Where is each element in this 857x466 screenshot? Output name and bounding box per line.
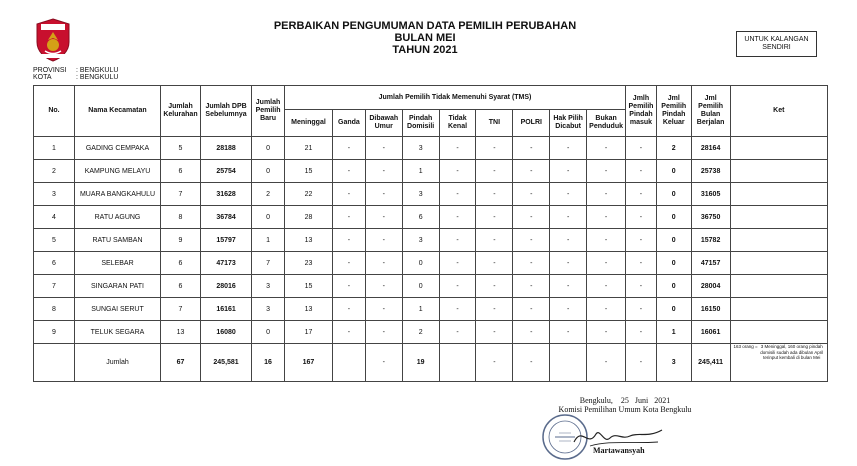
cell-tidak-kenal: - [439, 252, 476, 275]
cell-tidak-kenal: - [439, 298, 476, 321]
cell-ganda: - [333, 206, 366, 229]
cell-pindah-masuk: - [626, 252, 657, 275]
cell-no: 3 [34, 183, 75, 206]
cell-dibawah-umur: - [365, 206, 402, 229]
table-row [34, 321, 828, 344]
cell-kecamatan: KAMPUNG MELAYU [74, 160, 160, 183]
cell-dibawah-umur: - [365, 321, 402, 344]
total-row [34, 344, 828, 382]
cell-meninggal: 28 [284, 206, 332, 229]
total-baru: 16 [252, 344, 285, 382]
col-pindah-keluar: Jml Pemilih Pindah Keluar [656, 86, 691, 137]
cell-ganda: - [333, 298, 366, 321]
cell-ganda: - [333, 183, 366, 206]
table-row [34, 183, 828, 206]
cell-hak-pilih: - [550, 183, 587, 206]
cell-polri: - [513, 275, 550, 298]
col-tms-group: Jumlah Pemilih Tidak Memenuhi Syarat (TMS) [284, 86, 625, 110]
cell-ket [730, 321, 827, 344]
cell-pindah-masuk: - [626, 206, 657, 229]
cell-dpb: 16161 [200, 298, 251, 321]
cell-berjalan: 28164 [691, 137, 730, 160]
total-dpb: 245,581 [200, 344, 251, 382]
cell-meninggal: 15 [284, 275, 332, 298]
kota-label: KOTA [33, 74, 52, 81]
cell-meninggal: 21 [284, 137, 332, 160]
cell-kelurahan: 6 [161, 252, 201, 275]
cell-pindah-domisili: 3 [402, 183, 439, 206]
document-title [250, 20, 600, 56]
cell-hak-pilih: - [550, 229, 587, 252]
cell-no: 5 [34, 229, 75, 252]
cell-pindah-domisili: 1 [402, 160, 439, 183]
cell-tni: - [476, 298, 513, 321]
cell-berjalan: 47157 [691, 252, 730, 275]
cell-hak-pilih: - [550, 298, 587, 321]
note-line-1: UNTUK KALANGAN [744, 36, 809, 43]
cell-pindah-keluar: 1 [656, 321, 691, 344]
total-ket [730, 344, 827, 382]
total-pindah-masuk: - [626, 344, 657, 382]
col-bulan-berjalan: Jml Pemilih Bulan Berjalan [691, 86, 730, 137]
cell-dpb: 25754 [200, 160, 251, 183]
cell-meninggal: 15 [284, 160, 332, 183]
signature-block [540, 396, 710, 414]
cell-pindah-domisili: 2 [402, 321, 439, 344]
cell-polri: - [513, 321, 550, 344]
total-pindah-keluar: 3 [656, 344, 691, 382]
cell-ket [730, 183, 827, 206]
cell-ket [730, 229, 827, 252]
cell-kecamatan: RATU SAMBAN [74, 229, 160, 252]
cell-tni: - [476, 229, 513, 252]
cell-tni: - [476, 183, 513, 206]
cell-no: 2 [34, 160, 75, 183]
provinsi-value: : BENGKULU [76, 67, 119, 74]
col-pindah-masuk: Jmlh Pemilih Pindah masuk [626, 86, 657, 137]
col-pemilih-baru: Jumlah Pemilih Baru [252, 86, 285, 137]
cell-dibawah-umur: - [365, 298, 402, 321]
cell-no: 7 [34, 275, 75, 298]
table-row [34, 160, 828, 183]
internal-use-note [736, 31, 817, 57]
cell-tidak-kenal: - [439, 206, 476, 229]
cell-dpb: 31628 [200, 183, 251, 206]
cell-ganda: - [333, 252, 366, 275]
cell-kecamatan: RATU AGUNG [74, 206, 160, 229]
note-line-2: SENDIRI [762, 44, 791, 51]
cell-kelurahan: 6 [161, 275, 201, 298]
cell-pindah-keluar: 0 [656, 252, 691, 275]
cell-tni: - [476, 206, 513, 229]
cell-bukan-penduduk: - [587, 298, 626, 321]
cell-ganda: - [333, 160, 366, 183]
table-row [34, 275, 828, 298]
cell-hak-pilih: - [550, 160, 587, 183]
ket-count: 163 orang = [733, 344, 758, 349]
cell-polri: - [513, 160, 550, 183]
table-body [34, 137, 828, 382]
cell-tidak-kenal: - [439, 160, 476, 183]
cell-ket [730, 298, 827, 321]
cell-meninggal: 13 [284, 229, 332, 252]
cell-kelurahan: 8 [161, 206, 201, 229]
signing-organization: Komisi Pemilihan Umum Kota Bengkulu [558, 405, 692, 414]
cell-ket [730, 206, 827, 229]
col-tni: TNI [476, 110, 513, 137]
cell-pindah-domisili: 3 [402, 137, 439, 160]
cell-no: 6 [34, 252, 75, 275]
table-row [34, 137, 828, 160]
cell-hak-pilih: - [550, 275, 587, 298]
total-meninggal: 167 [284, 344, 332, 382]
col-kecamatan: Nama Kecamatan [74, 86, 160, 137]
cell-hak-pilih: - [550, 137, 587, 160]
cell-hak-pilih: - [550, 206, 587, 229]
cell-dpb: 28016 [200, 275, 251, 298]
cell-bukan-penduduk: - [587, 206, 626, 229]
total-ganda [333, 344, 366, 382]
cell-pindah-masuk: - [626, 160, 657, 183]
col-pindah-domisili: Pindah Domisili [402, 110, 439, 137]
col-no: No. [34, 86, 75, 137]
cell-pindah-domisili: 0 [402, 275, 439, 298]
cell-no: 1 [34, 137, 75, 160]
cell-pindah-masuk: - [626, 137, 657, 160]
cell-meninggal: 17 [284, 321, 332, 344]
cell-no: 4 [34, 206, 75, 229]
cell-berjalan: 16061 [691, 321, 730, 344]
cell-pindah-keluar: 2 [656, 137, 691, 160]
cell-kecamatan: MUARA BANGKAHULU [74, 183, 160, 206]
ket-explanation: 3 Meninggal, 160 orang pindah domisili sudah ada dibulan April terinput kembali di bulan Mei [760, 344, 824, 360]
cell-polri: - [513, 137, 550, 160]
cell-ket [730, 137, 827, 160]
cell-pindah-keluar: 0 [656, 229, 691, 252]
cell-dibawah-umur: - [365, 183, 402, 206]
table-row [34, 252, 828, 275]
cell-berjalan: 15782 [691, 229, 730, 252]
cell-bukan-penduduk: - [587, 252, 626, 275]
cell-hak-pilih: - [550, 321, 587, 344]
place-date: Bengkulu, 25 Juni 2021 [579, 396, 671, 405]
kpu-logo [35, 18, 71, 62]
cell-berjalan: 28004 [691, 275, 730, 298]
provinsi-row [33, 67, 118, 74]
cell-ganda: - [333, 275, 366, 298]
cell-dibawah-umur: - [365, 252, 402, 275]
cell-polri: - [513, 252, 550, 275]
cell-kelurahan: 5 [161, 137, 201, 160]
cell-baru: 0 [252, 206, 285, 229]
cell-kelurahan: 9 [161, 229, 201, 252]
title-line-1: PERBAIKAN PENGUMUMAN DATA PEMILIH PERUBAHAN [273, 20, 577, 32]
cell-tidak-kenal: - [439, 137, 476, 160]
total-no [34, 344, 75, 382]
cell-dpb: 36784 [200, 206, 251, 229]
cell-pindah-keluar: 0 [656, 183, 691, 206]
cell-polri: - [513, 298, 550, 321]
cell-polri: - [513, 229, 550, 252]
cell-pindah-domisili: 3 [402, 229, 439, 252]
cell-pindah-domisili: 0 [402, 252, 439, 275]
cell-dpb: 15797 [200, 229, 251, 252]
cell-kecamatan: GADING CEMPAKA [74, 137, 160, 160]
cell-pindah-keluar: 0 [656, 160, 691, 183]
total-tidak-kenal [439, 344, 476, 382]
cell-tidak-kenal: - [439, 321, 476, 344]
cell-dibawah-umur: - [365, 229, 402, 252]
total-pindah-domisili: 19 [402, 344, 439, 382]
cell-baru: 3 [252, 275, 285, 298]
cell-dpb: 47173 [200, 252, 251, 275]
cell-pindah-masuk: - [626, 321, 657, 344]
col-tidak-kenal: Tidak Kenal [439, 110, 476, 137]
cell-kecamatan: SELEBAR [74, 252, 160, 275]
cell-ganda: - [333, 321, 366, 344]
cell-kelurahan: 7 [161, 183, 201, 206]
cell-baru: 2 [252, 183, 285, 206]
cell-ket [730, 160, 827, 183]
col-ganda: Ganda [333, 110, 366, 137]
kota-row [33, 74, 118, 81]
cell-tni: - [476, 160, 513, 183]
cell-bukan-penduduk: - [587, 183, 626, 206]
cell-ket [730, 252, 827, 275]
cell-berjalan: 31605 [691, 183, 730, 206]
col-dpb: Jumlah DPB Sebelumnya [200, 86, 251, 137]
table-row [34, 298, 828, 321]
cell-pindah-masuk: - [626, 298, 657, 321]
cell-bukan-penduduk: - [587, 321, 626, 344]
cell-pindah-keluar: 0 [656, 298, 691, 321]
total-kelurahan: 67 [161, 344, 201, 382]
table-row [34, 229, 828, 252]
cell-dibawah-umur: - [365, 275, 402, 298]
cell-baru: 7 [252, 252, 285, 275]
cell-bukan-penduduk: - [587, 229, 626, 252]
total-polri: - [513, 344, 550, 382]
cell-tidak-kenal: - [439, 229, 476, 252]
voter-data-table [33, 85, 828, 382]
cell-tni: - [476, 275, 513, 298]
col-bukan-penduduk: Bukan Penduduk [587, 110, 626, 137]
title-line-3: TAHUN 2021 [392, 44, 458, 56]
col-kelurahan: Jumlah Kelurahan [161, 86, 201, 137]
col-hak-pilih-dicabut: Hak Pilih Dicabut [550, 110, 587, 137]
cell-pindah-keluar: 0 [656, 206, 691, 229]
cell-ganda: - [333, 137, 366, 160]
provinsi-label: PROVINSI [33, 67, 67, 74]
cell-dibawah-umur: - [365, 160, 402, 183]
kota-value: : BENGKULU [76, 74, 119, 81]
cell-tni: - [476, 137, 513, 160]
cell-kelurahan: 13 [161, 321, 201, 344]
cell-bukan-penduduk: - [587, 160, 626, 183]
cell-tidak-kenal: - [439, 275, 476, 298]
title-line-2: BULAN MEI [394, 32, 456, 44]
cell-pindah-masuk: - [626, 229, 657, 252]
cell-baru: 0 [252, 137, 285, 160]
cell-baru: 0 [252, 321, 285, 344]
cell-no: 9 [34, 321, 75, 344]
total-hak-pilih [550, 344, 587, 382]
cell-pindah-keluar: 0 [656, 275, 691, 298]
cell-dpb: 28188 [200, 137, 251, 160]
col-polri: POLRI [513, 110, 550, 137]
col-ket: Ket [730, 86, 827, 137]
cell-berjalan: 36750 [691, 206, 730, 229]
cell-polri: - [513, 206, 550, 229]
total-berjalan: 245,411 [691, 344, 730, 382]
cell-meninggal: 13 [284, 298, 332, 321]
cell-pindah-masuk: - [626, 275, 657, 298]
cell-dpb: 16080 [200, 321, 251, 344]
cell-kecamatan: SINGARAN PATI [74, 275, 160, 298]
cell-baru: 1 [252, 229, 285, 252]
cell-polri: - [513, 183, 550, 206]
table-row [34, 206, 828, 229]
cell-pindah-masuk: - [626, 183, 657, 206]
cell-ket [730, 275, 827, 298]
total-bukan-penduduk: - [587, 344, 626, 382]
location-meta [33, 67, 118, 81]
cell-bukan-penduduk: - [587, 137, 626, 160]
cell-kecamatan: TELUK SEGARA [74, 321, 160, 344]
cell-tidak-kenal: - [439, 183, 476, 206]
cell-pindah-domisili: 1 [402, 298, 439, 321]
cell-no: 8 [34, 298, 75, 321]
cell-berjalan: 25738 [691, 160, 730, 183]
total-label: Jumlah [74, 344, 160, 382]
cell-kelurahan: 6 [161, 160, 201, 183]
cell-hak-pilih: - [550, 252, 587, 275]
cell-baru: 0 [252, 160, 285, 183]
cell-bukan-penduduk: - [587, 275, 626, 298]
col-meninggal: Meninggal [284, 110, 332, 137]
cell-meninggal: 22 [284, 183, 332, 206]
cell-tni: - [476, 252, 513, 275]
total-tni: - [476, 344, 513, 382]
col-dibawah-umur: Dibawah Umur [365, 110, 402, 137]
total-dibawah-umur: - [365, 344, 402, 382]
cell-tni: - [476, 321, 513, 344]
cell-ganda: - [333, 229, 366, 252]
cell-kecamatan: SUNGAI SERUT [74, 298, 160, 321]
cell-meninggal: 23 [284, 252, 332, 275]
cell-dibawah-umur: - [365, 137, 402, 160]
cell-pindah-domisili: 6 [402, 206, 439, 229]
cell-berjalan: 16150 [691, 298, 730, 321]
cell-baru: 3 [252, 298, 285, 321]
signer-name: Martawansyah [593, 446, 645, 455]
cell-kelurahan: 7 [161, 298, 201, 321]
